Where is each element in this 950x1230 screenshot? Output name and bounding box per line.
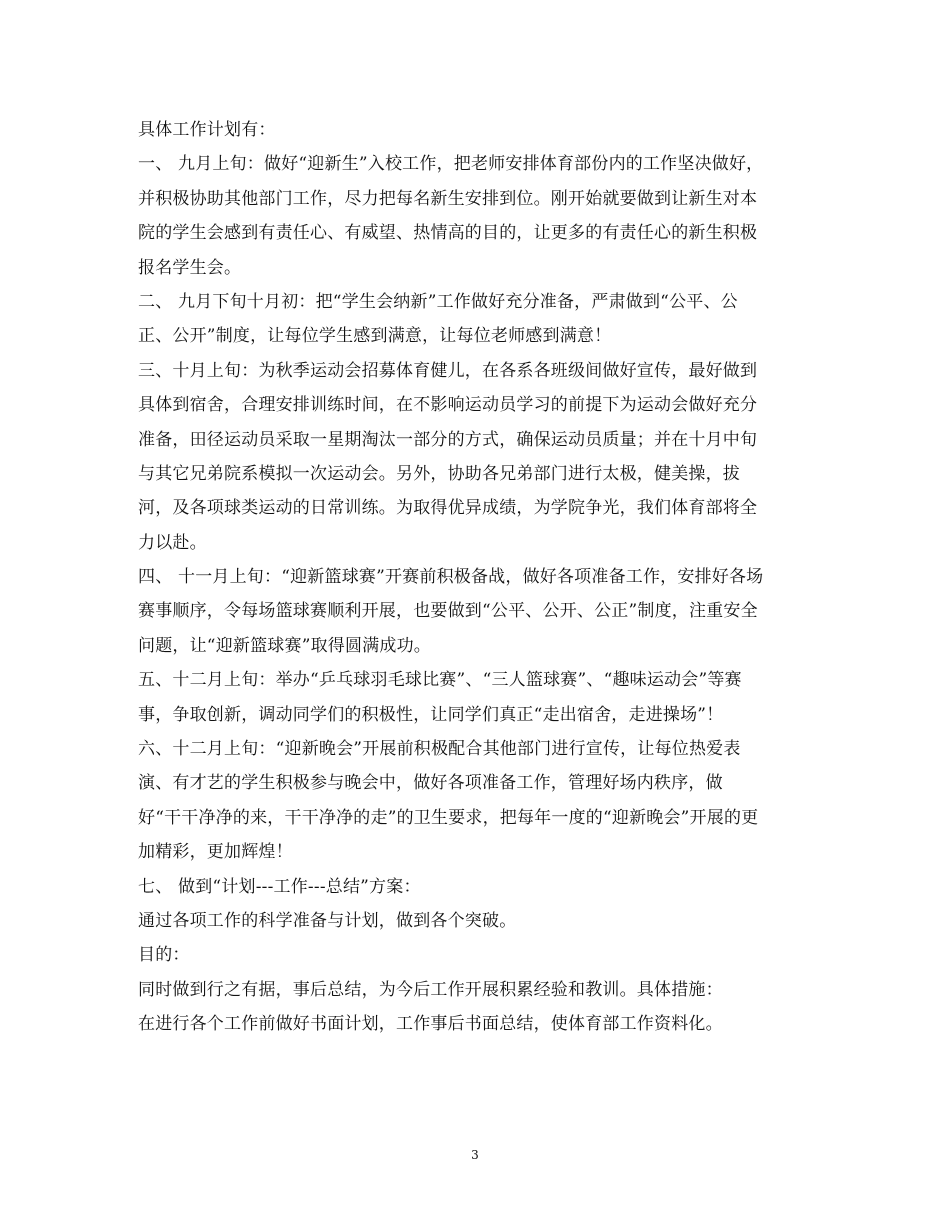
- text-line: 三、十月上旬：为秋季运动会招募体育健儿，在各系各班级间做好宣传，最好做到: [138, 360, 758, 381]
- document-body: [138, 113, 818, 1042]
- text-line: 正、公开”制度，让每位学生感到满意，让每位老师感到满意！: [138, 326, 612, 347]
- text-line: 同时做到行之有据，事后总结，为今后工作开展积累经验和教训。具体措施：: [138, 979, 723, 1000]
- text-line: 二、 九月下旬十月初：把“学生会纳新”工作做好充分准备，严肃做到“公平、公: [138, 291, 738, 312]
- text-line: 七、 做到“计划---工作---总结”方案：: [138, 876, 421, 897]
- text-line: 力以赴。: [138, 532, 207, 553]
- text-line: 河，及各项球类运动的日常训练。为取得优异成绩，为学院争光，我们体育部将全: [138, 498, 758, 519]
- text-line: 赛事顺序，令每场篮球赛顺利开展，也要做到“公平、公开、公正”制度，注重安全: [138, 601, 758, 622]
- page-number: 3: [471, 1148, 479, 1162]
- text-line: 事，争取创新，调动同学们的积极性，让同学们真正“走出宿舍，走进操场”！: [138, 704, 724, 725]
- text-line: 问题，让“迎新篮球赛”取得圆满成功。: [138, 635, 431, 656]
- text-line: 加精彩，更加辉煌！: [138, 842, 293, 863]
- text-line: 具体工作计划有：: [138, 120, 276, 140]
- text-line: 好“干干净净的来，干干净净的走”的卫生要求，把每年一度的“迎新晚会”开展的更: [138, 807, 759, 828]
- text-line: 六、十二月上旬：“迎新晚会”开展前积极配合其他部门进行宣传，让每位热爱表: [138, 739, 741, 760]
- text-line: 准备，田径运动员采取一星期淘汰一部分的方式，确保运动员质量；并在十月中旬: [138, 429, 758, 450]
- text-line: 五、十二月上旬：举办“乒乓球羽毛球比赛”、“三人篮球赛”、“趣味运动会”等赛: [138, 670, 742, 691]
- text-line: 目的：: [138, 945, 190, 966]
- text-line: 具体到宿舍，合理安排训练时间，在不影响运动员学习的前提下为运动会做好充分: [138, 395, 758, 416]
- text-line: 院的学生会感到有责任心、有威望、热情高的目的，让更多的有责任心的新生积极: [138, 223, 758, 244]
- text-line: 并积极协助其他部门工作，尽力把每名新生安排到位。刚开始就要做到让新生对本: [138, 188, 758, 209]
- text-line: 报名学生会。: [138, 257, 242, 278]
- text-line: 四、 十一月上旬：“迎新篮球赛”开赛前积极备战，做好各项准备工作，安排好各场: [138, 567, 764, 588]
- text-line: 在进行各个工作前做好书面计划，工作事后书面总结，使体育部工作资料化。: [138, 1014, 723, 1035]
- text-line: 与其它兄弟院系模拟一次运动会。另外，协助各兄弟部门进行太极，健美操，拔: [138, 463, 740, 484]
- text-line: 通过各项工作的科学准备与计划，做到各个突破。: [138, 910, 517, 931]
- text-line: 一、 九月上旬：做好“迎新生”入校工作，把老师安排体育部份内的工作坚决做好，: [138, 154, 764, 175]
- text-line: 演、有才艺的学生积极参与晚会中，做好各项准备工作，管理好场内秩序，做: [138, 773, 723, 794]
